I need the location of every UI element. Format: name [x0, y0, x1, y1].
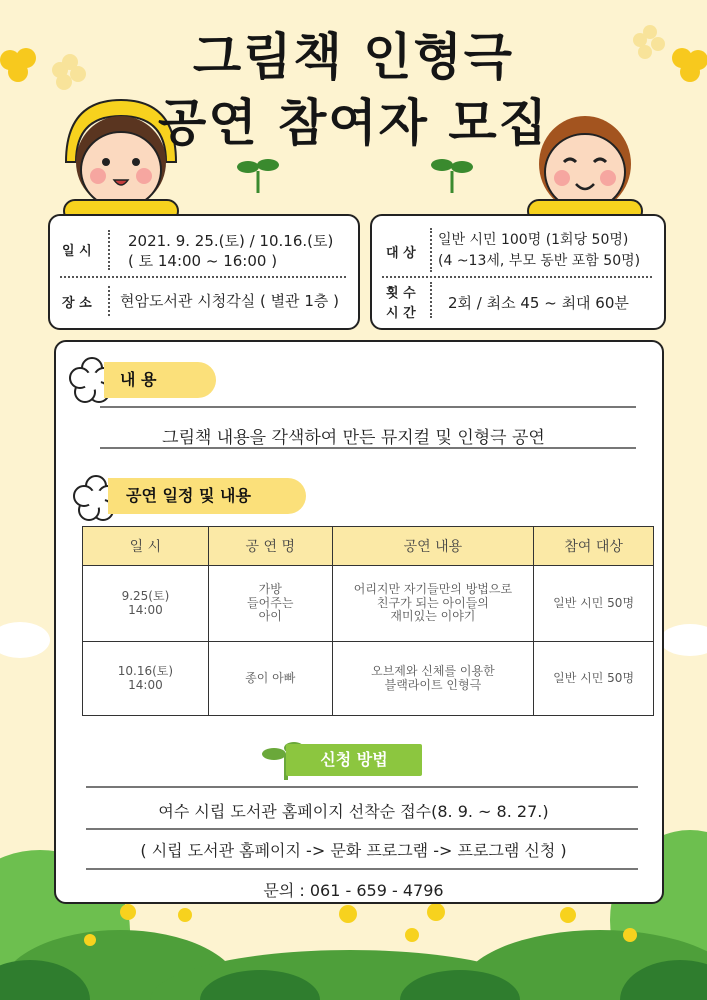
divider [86, 868, 638, 870]
time-label: 시 간 [386, 306, 416, 321]
date-cell [83, 642, 209, 716]
cell-text: 10.16(토) [117, 663, 174, 678]
count-label: 횟 수 [386, 286, 416, 301]
cell-text: 아이 [258, 609, 282, 624]
cell-text: 9.25(토) [121, 588, 170, 603]
cell-text: 블랙라이트 인형극 [384, 677, 482, 692]
table-row [83, 566, 654, 642]
info-box-left [48, 214, 360, 330]
section-label: 공연 일정 및 내용 [126, 486, 251, 505]
divider [86, 828, 638, 830]
column-header: 공 연 명 [208, 527, 332, 566]
date-cell [83, 566, 209, 642]
time-value: ( 토 14:00 ~ 16:00 ) [128, 252, 278, 270]
divider [60, 276, 346, 278]
sprout-icon [236, 153, 280, 193]
cell-text: 오브제와 신체를 이용한 [371, 663, 495, 678]
divider [108, 286, 110, 316]
divider [430, 228, 432, 272]
title-cell: 종이 아빠 [208, 642, 332, 716]
column-header: 공연 내용 [332, 527, 534, 566]
title-cell [208, 566, 332, 642]
section-tab-schedule [108, 478, 306, 514]
section-tab-content [104, 362, 216, 398]
cell-text: 가방 [258, 581, 282, 596]
cell-text: 친구가 되는 아이들의 [376, 595, 489, 610]
place-label: 장 소 [62, 296, 92, 311]
section-label: 내 용 [120, 370, 157, 389]
column-header: 일 시 [83, 527, 209, 566]
column-header: 참여 대상 [534, 527, 654, 566]
target-value: 일반 시민 100명 (1회당 50명) [438, 232, 629, 248]
info-box-right [370, 214, 666, 330]
apply-path: ( 시립 도서관 홈페이지 -> 문화 프로그램 -> 프로그램 신청 ) [140, 841, 567, 860]
section-tab-apply: 신청 방법 [286, 744, 422, 776]
date-value: 2021. 9. 25.(토) / 10.16.(토) [128, 232, 334, 250]
place-value: 현암도서관 시청각실 ( 별관 1층 ) [120, 292, 339, 310]
cell-text: 재미있는 이야기 [390, 609, 476, 624]
table-header-row [83, 527, 654, 566]
apply-method: 여수 시립 도서관 홈페이지 선착순 접수(8. 9. ~ 8. 27.) [158, 802, 549, 821]
table-row [83, 642, 654, 716]
cell-text: 어리지만 자기들만의 방법으로 [353, 581, 513, 596]
count-value: 2회 / 최소 45 ~ 최대 60분 [448, 294, 629, 312]
target-label: 대 상 [386, 246, 416, 261]
divider [100, 447, 636, 449]
cell-text: 들어주는 [247, 595, 294, 610]
target-detail: (4 ~13세, 부모 동반 포함 50명) [438, 253, 641, 269]
desc-cell [332, 642, 534, 716]
page-title-line2: 공연 참여자 모집 [158, 94, 549, 152]
divider [382, 276, 652, 278]
schedule-table [82, 526, 654, 716]
sprout-icon [430, 153, 474, 193]
divider [86, 786, 638, 788]
desc-cell [332, 566, 534, 642]
cell-text: 14:00 [128, 602, 163, 617]
target-cell: 일반 시민 50명 [534, 566, 654, 642]
divider [108, 230, 110, 270]
date-label: 일 시 [62, 244, 92, 259]
content-description: 그림책 내용을 각색하여 만든 뮤지컬 및 인형극 공연 [162, 428, 545, 448]
cell-text: 14:00 [128, 677, 163, 692]
target-cell: 일반 시민 50명 [534, 642, 654, 716]
contact-phone: 문의 : 061 - 659 - 4796 [263, 881, 444, 900]
page-title-line1: 그림책 인형극 [192, 28, 515, 86]
divider [430, 282, 432, 318]
divider [100, 406, 636, 408]
